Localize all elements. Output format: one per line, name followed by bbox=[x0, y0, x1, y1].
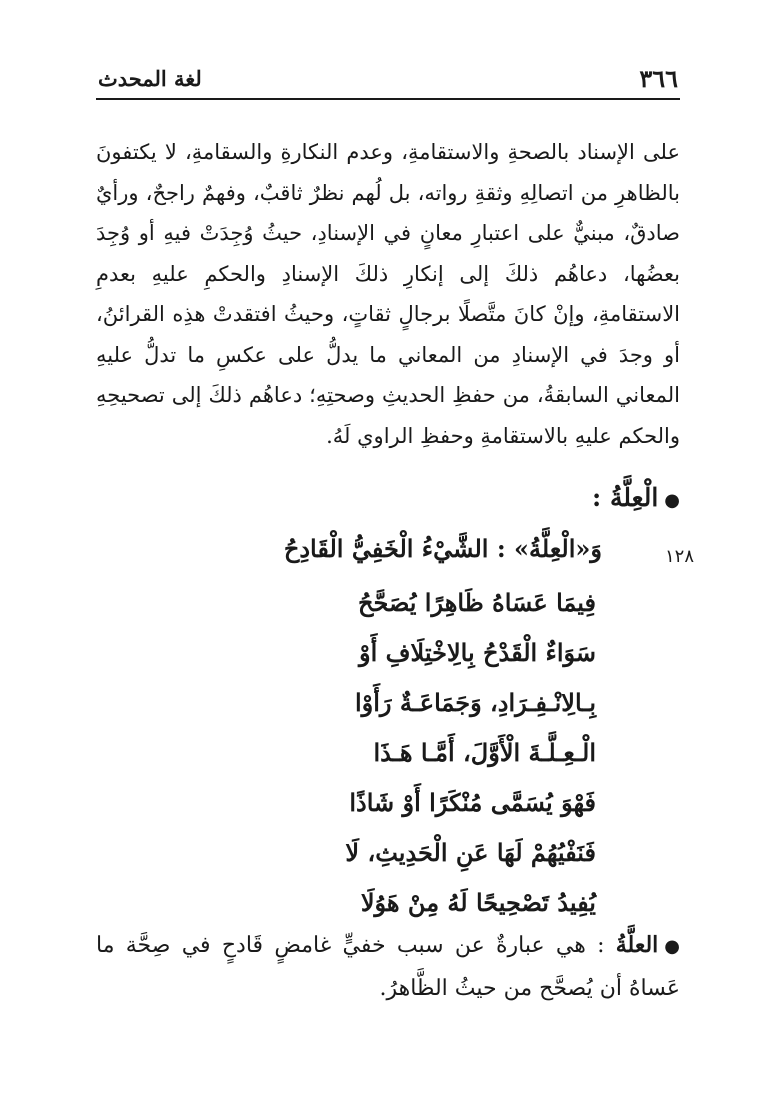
verse-line: بِـالِانْـفِـرَادِ، وَجَمَاعَـةٌ رَأَوْا bbox=[355, 688, 596, 717]
section-heading-text: الْعِلَّةُ : bbox=[592, 483, 659, 512]
definition-term: العلَّةُ bbox=[615, 932, 659, 958]
verse-line: فَهْوَ يُسَمَّى مُنْكَرًا أَوْ شَاذًا bbox=[349, 788, 596, 817]
bullet-icon: ● bbox=[664, 936, 680, 957]
definition-paragraph bbox=[96, 924, 680, 1010]
page-number: ٣٦٦ bbox=[639, 64, 678, 93]
verse-line: الْـعِـلَّـةَ الْأَوَّلَ، أَمَّـا هَـذَا bbox=[373, 738, 596, 767]
verse-number: ١٢٨ bbox=[664, 546, 694, 567]
page-header bbox=[96, 58, 680, 100]
verse-line: يُفِيدُ تَصْحِيحًا لَهُ مِنْ هَوُلَا bbox=[360, 888, 596, 917]
definition-text: : هي عبارةٌ عن سبب خفيٍّ غامضٍ قَادحٍ في صِحَّة ما عَساهُ أن يُصحَّح من حيثُ الظَّاهرُ. bbox=[96, 933, 680, 1001]
section-heading bbox=[592, 483, 680, 512]
bullet-icon: ● bbox=[664, 490, 680, 511]
verse-line: فِيمَا عَسَاهُ ظَاهِرًا يُصَحَّحُ bbox=[357, 588, 596, 617]
running-head: لغة المحدث bbox=[98, 66, 202, 91]
body-paragraph: على الإسناد بالصحةِ والاستقامةِ، وعدم النكارةِ والسقامةِ، لا يكتفونَ بالظاهرِ من اتصالِهِ وثقةِ رواته، بل لُهم نظرٌ ثاقبٌ، وفهمٌ راجحٌ، ورأيٌ صادقٌ، مبنيٌّ على اعتبارِ معانٍ في الإسنادِ، حيثُ وُجِدَتْ فيهِ أو وُجِدَ بعضُها، دعاهُم ذلكَ إلى إنكارِ ذلكَ الإسنادِ والحكمِ عليهِ بعدمِ الاستقامةِ، وإنْ كانَ متَّصلًا برجالٍ ثقاتٍ، وحيثُ افتقدتْ هذِه القرائنُ، أو وجدَ في الإسنادِ من المعاني ما يدلُّ على عكسِ ما تدلُّ عليهِ المعاني السابقةُ، من حفظِ الحديثِ وصحتِهِ؛ دعاهُم ذلكَ إلى تصحيحِهِ والحكم عليهِ بالاستقامةِ وحفظِ الراوي لَهُ. bbox=[96, 140, 680, 448]
verse-line: وَ«الْعِلَّةُ» : الشَّيْءُ الْخَفِيُّ الْقَادِحُ bbox=[283, 534, 602, 563]
verse-line: فَنَفْيُهُمْ لَهَا عَنِ الْحَدِيثِ، لَا bbox=[345, 838, 596, 867]
verse-line: سَوَاءٌ الْقَدْحُ بِالِاخْتِلَافِ أَوْ bbox=[359, 638, 596, 667]
